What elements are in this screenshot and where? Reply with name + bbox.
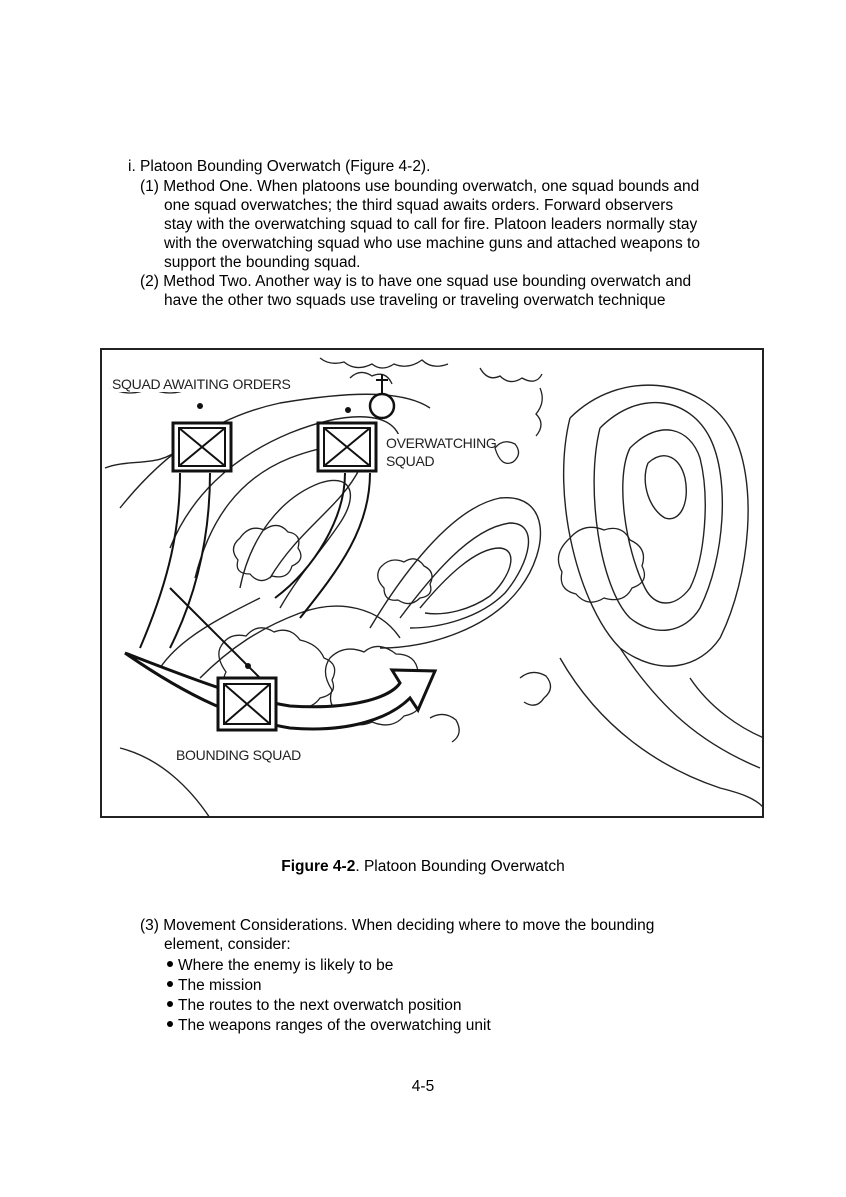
considerations-intro: element, consider:	[164, 936, 291, 953]
considerations-intro: (3) Movement Considerations. When deciding where to move the bounding	[140, 917, 655, 934]
bullet-text: The routes to the next overwatch position	[178, 997, 462, 1014]
bullet-dot-icon	[167, 1021, 173, 1027]
page-number: 4-5	[411, 1078, 435, 1095]
bullet-text: Where the enemy is likely to be	[178, 957, 394, 974]
label-overwatching-squad: SQUAD	[386, 453, 435, 469]
label-overwatching: OVERWATCHING	[386, 435, 497, 451]
bullet-item	[167, 1016, 491, 1035]
label-squad-awaiting: SQUAD AWAITING ORDERS	[112, 376, 291, 392]
bullet-dot-icon	[167, 981, 173, 987]
bullet-item	[167, 996, 461, 1015]
method-one-line: (1) Method One. When platoons use bounding overwatch, one squad bounds and	[140, 178, 700, 195]
method-two-line: have the other two squads use traveling or traveling overwatch technique	[164, 292, 666, 309]
caption-number: Figure 4-2	[281, 858, 356, 875]
bullet-dot-icon	[167, 1001, 173, 1007]
method-two-line: (2) Method Two. Another way is to have one squad use bounding overwatch and	[140, 273, 692, 290]
bounding-overwatch-map	[100, 348, 764, 818]
label-bounding-squad: BOUNDING SQUAD	[176, 747, 301, 763]
method-one-line: with the overwatching squad who use machine guns and attached weapons to	[164, 235, 700, 252]
bullet-item	[167, 976, 262, 995]
terrain-map-svg	[100, 348, 764, 818]
bullet-item	[167, 956, 393, 975]
method-one-line: support the bounding squad.	[164, 254, 361, 271]
forward-observer-icon	[370, 394, 394, 418]
bullet-dot-icon	[167, 961, 173, 967]
bullet-text: The weapons ranges of the overwatching unit	[178, 1017, 491, 1034]
caption-text: . Platoon Bounding Overwatch	[355, 858, 565, 875]
figure-caption	[0, 858, 846, 876]
bullet-text: The mission	[178, 977, 262, 994]
section-heading: i. Platoon Bounding Overwatch (Figure 4-2).	[128, 158, 431, 175]
method-one-line: one squad overwatches; the third squad awaits orders. Forward observers	[164, 197, 674, 214]
method-one-line: stay with the overwatching squad to call for fire. Platoon leaders normally stay	[164, 216, 698, 233]
